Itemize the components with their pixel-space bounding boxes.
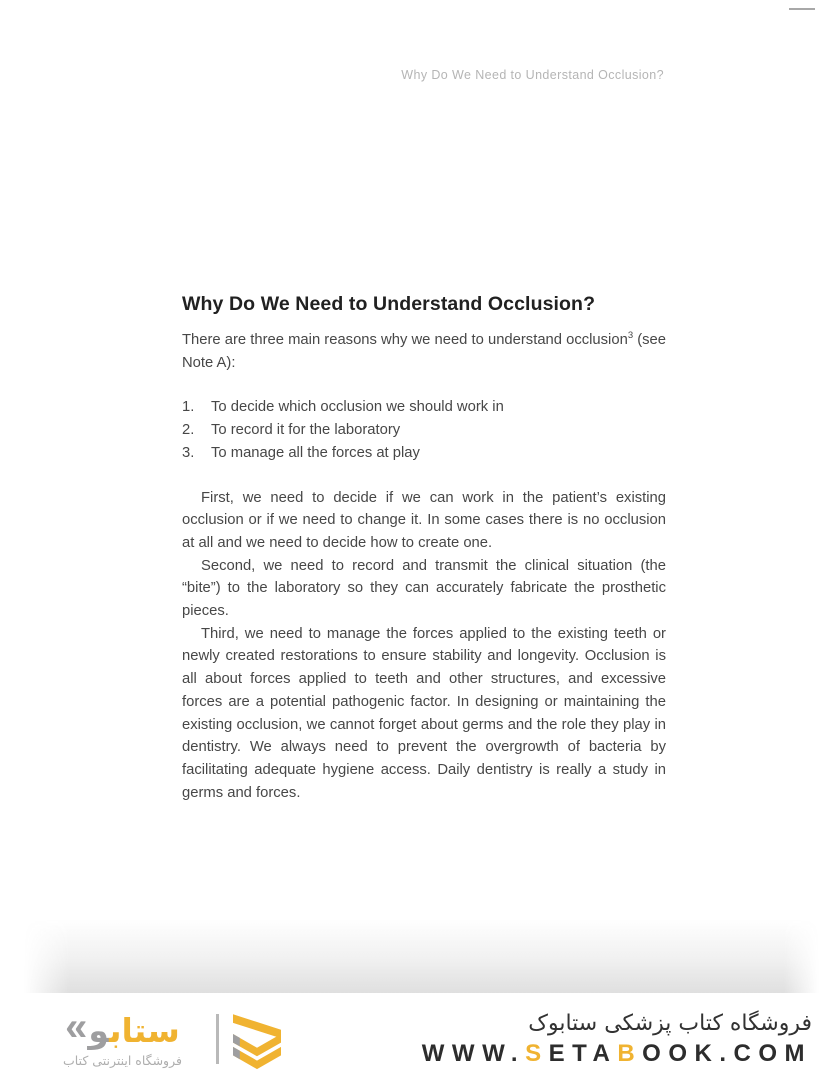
page-bottom-shadow [24, 919, 819, 993]
footnote-ref: 3 [627, 330, 634, 342]
logo-tagline: فروشگاه اینترنتی کتاب [63, 1053, 182, 1068]
intro-paragraph [182, 329, 666, 374]
top-right-tick [789, 8, 815, 10]
setabook-wordmark [65, 1005, 180, 1050]
numbered-list [182, 396, 666, 464]
double-chevron-mark-icon [228, 1010, 286, 1070]
website-url: WWW.SETABOOK.COM [421, 1039, 812, 1067]
list-item-number: 3. [182, 444, 195, 461]
page-content [182, 292, 666, 804]
footer-right-block [422, 1011, 812, 1068]
list-item [182, 442, 666, 465]
logo-divider [216, 1014, 219, 1064]
intro-suffix: (see Note A): [182, 332, 667, 371]
store-title: فروشگاه کتاب پزشکی ستابوک [528, 1010, 812, 1036]
guillemet-chevron-icon: « [65, 1005, 88, 1049]
footer-banner [0, 998, 825, 1080]
page-title: Why Do We Need to Understand Occlusion? [182, 293, 596, 315]
body-paragraph: Third, we need to manage the forces applied to the existing teeth or newly created restorations to ensure stability and longevity. Occlusion is all about forces applied to teeth and other structures, and excessive forces are a potential pathogenic factor. In designing or maintaining the existing occlusion, we cannot forget about germs and the role they play in dentistry. We always need to prevent the overgrowth of bacteria by facilitating adequate hygiene access. Daily dentistry is really a study in germs and forces. [182, 625, 666, 801]
list-item-number: 1. [182, 399, 195, 416]
wordmark-text: ستابو [88, 1010, 180, 1050]
running-header: Why Do We Need to Understand Occlusion? [401, 68, 664, 82]
list-item [182, 396, 666, 419]
list-item-text: To manage all the forces at play [211, 444, 420, 461]
body-paragraph: First, we need to decide if we can work in the patient’s existing occlusion or if we need to change it. In some cases there is no occlusion at all and we need to decide how to create one. [182, 489, 666, 551]
list-item [182, 419, 666, 442]
list-item-text: To record it for the laboratory [211, 422, 401, 439]
list-item-text: To decide which occlusion we should work in [211, 399, 504, 416]
intro-text: There are three main reasons why we need to understand occlusion [182, 332, 628, 348]
list-item-number: 2. [182, 422, 195, 439]
setabook-logo [63, 1005, 182, 1068]
body-paragraph: Second, we need to record and transmit the clinical situation (the “bite”) to the laboratory so they can accurately fabricate the prosthetic pieces. [182, 557, 666, 620]
